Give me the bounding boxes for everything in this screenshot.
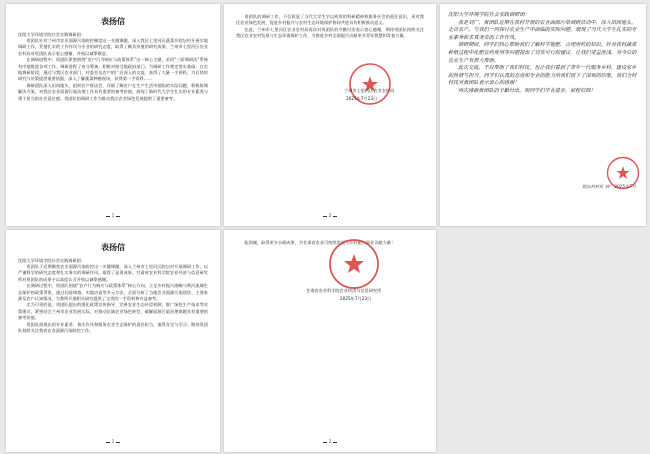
official-seal-icon <box>328 238 380 290</box>
paragraph: 调研团队深入田间地头，组织农户座谈会，详细了解农户在生产生活中面临的实际问题，积极协调解决方案，对我区农业面源污染治理工作具有重要的参考价值，展现了新时代大学生扎实的专业素养与勇于担当的社会责任感。贵团队的调研工作为推动我区农业绿色发展提供了重要参考。 <box>18 82 208 101</box>
letter-page-1 <box>6 4 220 226</box>
paragraph: 在此，兰州市七里河区农业农村局再次对贵团队的辛勤付出表示衷心感谢，期待贵团队持续关注我区农业农村发展与生态环境保护工作，为推进乡村全面振兴贡献更多青年智慧和青春力量。 <box>236 26 424 39</box>
handwritten-body <box>448 12 640 96</box>
page-number: 2 <box>224 213 436 218</box>
signing-date: 2025年7月23日 <box>346 96 378 101</box>
handwritten-line: 我是刘广，贵团队近期在我村开展的农业面源污染调研活动中，深入田间地头，走访农户，与我们一同探讨农业生产中面临的实际问题，展现了当代大学生扎实的专业素养和求真务实的工作作风。 <box>448 19 637 41</box>
paragraph: 贵团队的调研工作，不仅彰显了当代大学生学以致用的科研精神和服务社会的责任意识，更对我区农业绿色发展、促进乡村振兴与农村生态环境保护协同共进具有积极推动意义。 <box>236 14 424 26</box>
letter-title: 表扬信 <box>101 16 125 26</box>
paragraph: 在调研进程中，贵团队紧密围绕“农户行为响应与政策体系”这一核心主题，采用“三阶调研法”系统有序地推进各项工作。调研进程了充分筹备，积极对接当地政府部门，为调研工作奠定坚实基础；在实地调研阶段，通过与我区农业部门、村委会及农户的广泛深入的交流，获得了大量一手资料，为后续的研究与决策提供重要依据，深入了解蔬菜种植现场，获得第一手资料…… <box>18 57 208 82</box>
paragraph: 贵团队展现出的专业素养、务实作风和服务农业生态保护的责任担当，值得肯定与学习。期待贵团队持续关注我省农业面源污染防控工作。 <box>18 321 208 334</box>
letter-salutation: 沈阳大学环境学院社会实践调研团： <box>18 32 86 37</box>
paragraph: 在调研过程中，贵团队围绕“农户行为响应与政策体系”核心方向，立足乡村振兴战略与黄河流域生态保护的政策背景，通过问卷调查、实地访谈等多元方法，全面分析了当地农业面源污染现状、主要来源及农户认知情况，为我所开展相关研究提供了宝贵的一手资料和有益参考。 <box>18 283 208 302</box>
handwritten-letter-page <box>440 4 646 226</box>
letter-title: 表扬信 <box>101 242 125 252</box>
paragraph: 尤为可贵的是，贵团队提出的强化政策宣传指导、完善农业生态补偿机制、推广绿色生产技术等对策建议，紧密结合兰州市农业发展实际，对推动区域农业绿色转型、破解面源污染治理难题具有重要的参考价值。 <box>18 302 208 321</box>
letter-body <box>236 14 424 40</box>
signing-organization: 兰州市七里河区农业农村局 <box>344 88 395 93</box>
page-number: 1 <box>6 213 220 218</box>
letter-page-3 <box>6 230 220 452</box>
letter-body <box>18 38 208 102</box>
handwritten-line: 再次感谢贵团队的辛勤付出，祝同学们学业进步，前程似锦！ <box>458 87 596 94</box>
handwritten-line: 调研期间，同学们热心帮助我们了解科学施肥、合理用药的知识，针对我村蔬菜种植过程中化肥农药使用等问题提出了切实可行的建议，让我们受益匪浅，对今后的农业生产有很大帮助。 <box>448 42 637 64</box>
page-number: 2 <box>224 439 436 444</box>
signing-organization: 甘肃省农业科学院农业经济与信息研究所 <box>306 288 382 293</box>
handwritten-line: 此次交流，不仅帮助了我们村民，也让我们看到了青年一代服务乡村、建设家乡的热情与担当。同学们认真的态度和专业的能力给我们留下了深刻的印象，我们全村村民对贵团队表示衷心的感谢！ <box>448 65 637 87</box>
letter-body <box>18 264 208 334</box>
letter-page-2 <box>224 4 436 226</box>
letter-page-4 <box>224 230 436 452</box>
handwritten-line: 沈阳大学环境学院社会实践调研团： <box>448 12 530 18</box>
paragraph: 贵团队于近期聚焦农业面源污染防控这一关键课题，深入兰州市七里河区院坛村开展调研工作，以严谨科学的研究态度和扎实务实的调研作风，取得了显著成果。甘肃省农业科学院农业经济与信息研究所对贵团队的成果予以高度认可并致以诚挚感谢。 <box>18 264 208 282</box>
letter-salutation: 沈阳大学环境学院社会实践调研团： <box>18 258 86 263</box>
handwritten-signature: 院坛村村民 刘广 2025年7月 <box>582 184 636 189</box>
paragraph: 能领域，取得更多丰硕成果，为甘肃省农业可持续发展与乡村振兴事业贡献力量！ <box>244 240 396 245</box>
paragraph: 贵团队针对兰州市农业面源污染防控制度这一关键课题，深入我区七里河区蔬菜乡院坛村开展实地调研工作，凭借扎实的工作作风与专业的研究态度，取得了颇具价值的研究成果。兰州市七里河区农业农村局对贵团队表示衷心感谢，并致以诚挚敬意。 <box>18 38 208 56</box>
page-number: 1 <box>6 439 220 444</box>
signing-date: 2025年7月23日 <box>340 296 372 301</box>
